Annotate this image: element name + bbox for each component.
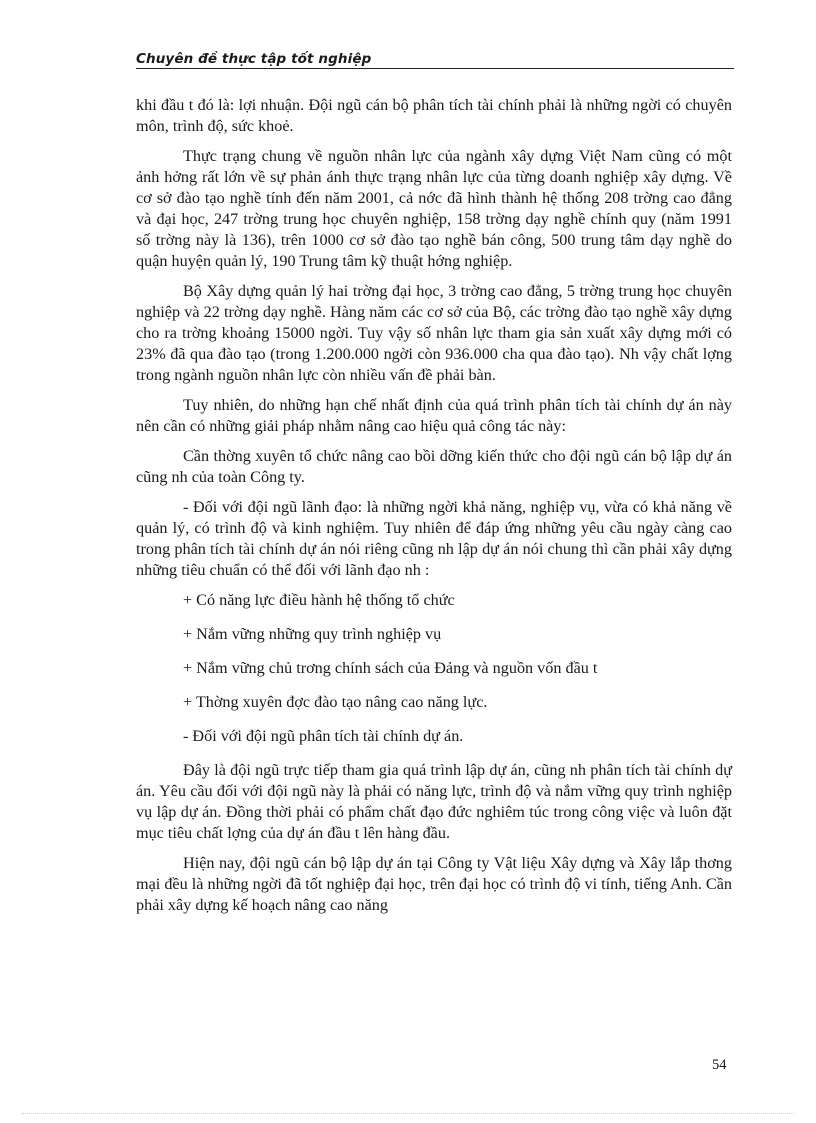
list-item: + Nắm vững những quy trình nghiệp vụ xyxy=(183,625,442,643)
list-item: - Đối với đội ngũ phân tích tài chính dự án. xyxy=(183,727,464,745)
paragraph: Cần thờng xuyên tổ chức nâng cao bồi dỡng kiến thức cho đội ngũ cán bộ lập dự án cũng nh của toàn Công ty. xyxy=(136,447,732,486)
list-item: + Thờng xuyên đợc đào tạo nâng cao năng lực. xyxy=(183,693,488,711)
paragraph: khi đầu t đó là: lợi nhuận. Đội ngũ cán bộ phân tích tài chính phải là những ngời có chuyên môn, trình độ, sức khoẻ. xyxy=(136,96,732,135)
paragraph: Bộ Xây dựng quản lý hai trờng đại học, 3 trờng cao đẳng, 5 trờng trung học chuyên nghiệp và 22 trờng dạy nghề. Hàng năm các cơ sở của Bộ, các trờng đào tạo nghề xây dựng cho ra trờng khoảng 15000 ngời. Tuy vậy số nhân lực tham gia sản xuất xây dựng mới có 23% đã qua đào tạo (trong 1.200.000 ngời còn 936.000 cha qua đào tạo). Nh vậy chất lợng trong ngành nguồn nhân lực còn nhiều vấn đề phải bàn. xyxy=(136,282,732,384)
list-item: + Nắm vững chủ trơng chính sách của Đảng và nguồn vốn đầu t xyxy=(183,659,598,677)
page-header xyxy=(136,50,734,69)
paragraph: Tuy nhiên, do những hạn chế nhất định của quá trình phân tích tài chính dự án này nên cần có những giải pháp nhằm nâng cao hiệu quả công tác này: xyxy=(136,396,732,435)
header-title: Chuyên đề thực tập tốt nghiệp xyxy=(136,51,372,67)
footer-divider xyxy=(22,1113,794,1114)
paragraph: - Đối với đội ngũ lãnh đạo: là những ngời khả năng, nghiệp vụ, vừa có khả năng về quản lý, có trình độ và kinh nghiệm. Tuy nhiên để đáp ứng những yêu cầu ngày càng cao trong phân tích tài chính dự án nói riêng cũng nh lập dự án nói chung thì cần phải xây dựng những tiêu chuẩn có thể đối với lãnh đạo nh : xyxy=(136,498,732,579)
paragraph: Hiện nay, đội ngũ cán bộ lập dự án tại Công ty Vật liệu Xây dựng và Xây lắp thơng mại đều là những ngời đã tốt nghiệp đại học, trên đại học có trình độ vi tính, tiếng Anh. Cần phải xây dựng kế hoạch nâng cao năng xyxy=(136,854,732,914)
body-text xyxy=(136,95,732,925)
list-item: + Có năng lực điều hành hệ thống tổ chức xyxy=(183,591,455,609)
paragraph: Đây là đội ngũ trực tiếp tham gia quá trình lập dự án, cũng nh phân tích tài chính dự án. Yêu cầu đối với đội ngũ này là phải có năng lực, trình độ và nắm vững quy trình nghiệp vụ lập dự án. Đồng thời phải có phẩm chất đạo đức nghiêm túc trong công việc và luôn đặt mục tiêu chất lợng của dự án đầu t lên hàng đầu. xyxy=(136,761,732,842)
page-number: 54 xyxy=(712,1057,727,1073)
paragraph: Thực trạng chung về nguồn nhân lực của ngành xây dựng Việt Nam cũng có một ảnh hởng rất lớn về sự phản ánh thực trạng nhân lực của từng doanh nghiệp xây dựng. Về cơ sở đào tạo nghề tính đến năm 2001, cả nớc đã hình thành hệ thống 208 trờng cao đẳng và đại học, 247 trờng trung học chuyên nghiệp, 158 trờng dạy nghề chính quy (năm 1991 số trờng này là 136), trên 1000 cơ sở đào tạo nghề bán công, 500 trung tâm dạy nghề do quận huyện quản lý, 190 Trung tâm kỹ thuật hớng nghiệp. xyxy=(136,147,732,270)
